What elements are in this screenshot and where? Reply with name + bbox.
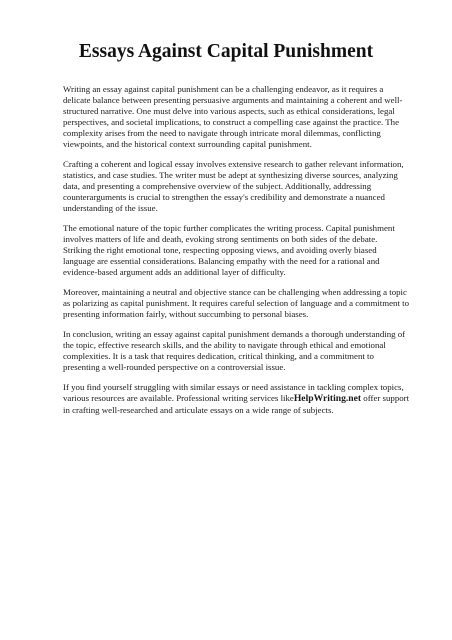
paragraph-line: Writing an essay against capital punishment can be a challenging endeavor, as it requires a	[63, 84, 384, 94]
paragraph-line: involves matters of life and death, evoking strong sentiments on both sides of the debate.	[63, 233, 378, 244]
paragraph-line: the topic, effective research skills, and the ability to navigate through ethical and emotional	[63, 340, 386, 351]
document-body	[63, 84, 410, 426]
paragraph-1	[63, 84, 403, 149]
paragraph-line: viewpoints, and the historical context surrounding capital punishment.	[63, 138, 312, 149]
closing-text-after: offer support	[361, 393, 410, 404]
paragraph-line: in crafting well-researched and articulate essays on a wide range of subjects.	[63, 405, 334, 416]
paragraph-closing	[63, 382, 410, 416]
paragraph-line: delicate balance between presenting persuasive arguments and maintaining a coherent and well-	[63, 94, 403, 105]
paragraph-line: statistics, and case studies. The writer must be adept at synthesizing diverse sources, analyzing	[63, 169, 398, 180]
paragraph-line: as polarizing as capital punishment. It requires careful selection of language and a commitment to	[63, 297, 410, 308]
paragraph-line: understanding of the issue.	[63, 202, 158, 213]
paragraph-line: presenting a well-rounded perspective on a controversial issue.	[63, 361, 286, 372]
paragraph-5	[63, 329, 406, 373]
paragraph-line: structured narrative. One must delve into various aspects, such as ethical considerations, legal	[63, 105, 395, 116]
paragraph-4	[63, 287, 410, 320]
paragraph-line: perspectives, and societal implications, to construct a compelling case against the practice. The	[63, 116, 400, 127]
paragraph-line: evidence-based argument adds an additional layer of difficulty.	[63, 266, 286, 277]
paragraph-2	[63, 158, 404, 214]
paragraph-line: language are essential considerations. Balancing empathy with the need for a rational and	[63, 255, 380, 266]
paragraph-line: Moreover, maintaining a neutral and objective stance can be challenging when addressing a topic	[63, 287, 407, 297]
paragraph-line-with-link	[63, 393, 410, 405]
closing-text-before: various resources are available. Professional writing services like	[63, 393, 294, 404]
paragraph-line: complexities. It is a task that requires dedication, critical thinking, and a commitment to	[63, 351, 374, 362]
paragraph-line: If you find yourself struggling with similar essays or need assistance in tackling complex topics,	[63, 382, 404, 393]
paragraph-line: data, and presenting a comprehensive overview of the subject. Additionally, addressing	[63, 180, 372, 191]
document-title: Essays Against Capital Punishment	[78, 41, 374, 62]
paragraph-line: Crafting a coherent and logical essay involves extensive research to gather relevant information,	[63, 158, 404, 169]
paragraph-line: complexity arises from the need to navigate through intricate moral dilemmas, conflicting	[63, 127, 381, 138]
paragraph-line: counterarguments is crucial to strengthen the essay's credibility and demonstrate a nuanced	[63, 191, 385, 202]
paragraph-line: In conclusion, writing an essay against capital punishment demands a thorough understanding of	[63, 329, 406, 340]
paragraph-line: The emotional nature of the topic further complicates the writing process. Capital punishment	[63, 222, 395, 233]
helpwriting-link[interactable]: HelpWriting.net	[293, 393, 362, 405]
paragraph-3	[63, 222, 395, 278]
paragraph-line: presenting information fairly, without succumbing to personal biases.	[63, 308, 309, 319]
paragraph-line: Striking the right emotional tone, respecting opposing views, and avoiding overly biased	[63, 244, 377, 255]
